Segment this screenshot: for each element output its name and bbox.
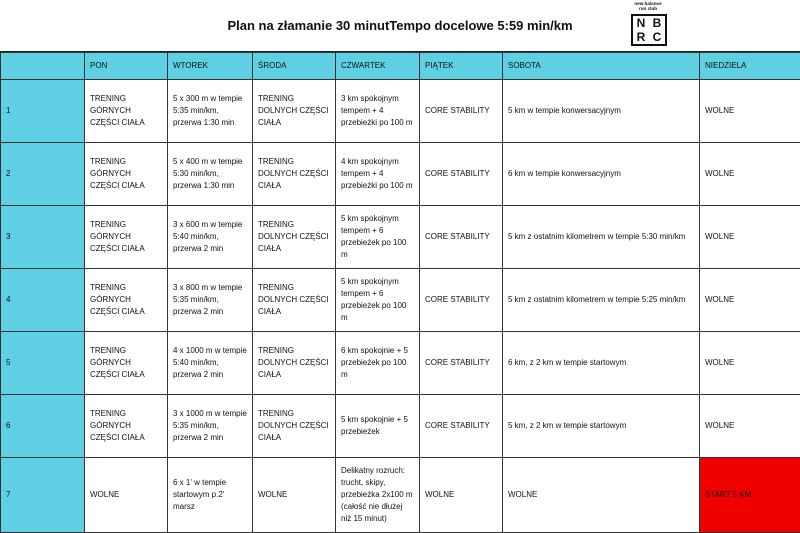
- table-cell: 5 x 400 m w tempie 5:30 min/km, przerwa 1:30 min: [168, 143, 253, 206]
- logo-tagline-bottom: run club: [638, 6, 658, 11]
- week-number: 6: [1, 395, 85, 458]
- header-row: [0, 0, 800, 52]
- table-cell: WOLNE: [700, 206, 800, 269]
- plan-title: Plan na złamanie 30 minutTempo docelowe 5:59 min/km: [227, 18, 573, 33]
- table-cell: TRENING DOLNYCH CZĘŚCI CIAŁA: [253, 332, 336, 395]
- logo-tagline-top: new balance: [634, 1, 662, 6]
- table-cell: 3 km spokojnym tempem + 4 przebieżki po 100 m: [336, 80, 420, 143]
- table-cell: 6 km, z 2 km w tempie startowym: [503, 332, 700, 395]
- table-cell: CORE STABILITY: [420, 80, 503, 143]
- logo-letter: N: [636, 16, 646, 30]
- table-cell: CORE STABILITY: [420, 332, 503, 395]
- table-row: [1, 269, 800, 332]
- week-number: 4: [1, 269, 85, 332]
- table-row: [1, 80, 800, 143]
- table-cell: WOLNE: [700, 269, 800, 332]
- table-cell: 5 km spokojnym tempem + 6 przebieżek po 100 m: [336, 206, 420, 269]
- table-cell: CORE STABILITY: [420, 269, 503, 332]
- table-cell: 5 km spokojnym tempem + 6 przebieżek po 100 m: [336, 269, 420, 332]
- table-cell: TRENING GÓRNYCH CZĘŚCI CIAŁA: [85, 80, 168, 143]
- table-cell: 5 km z ostatnim kilometrem w tempie 5:25 min/km: [503, 269, 700, 332]
- logo-letter: C: [652, 30, 662, 44]
- table-cell: TRENING GÓRNYCH CZĘŚCI CIAŁA: [85, 143, 168, 206]
- logo-letter: B: [652, 16, 662, 30]
- table-cell: WOLNE: [700, 395, 800, 458]
- week-number: 1: [1, 80, 85, 143]
- table-cell: TRENING DOLNYCH CZĘŚCI CIAŁA: [253, 143, 336, 206]
- column-header-sroda: ŚRODA: [253, 53, 336, 80]
- logo-letter-box: [631, 14, 667, 46]
- nbrc-logo: [628, 0, 668, 52]
- table-row: [1, 332, 800, 395]
- table-row: [1, 143, 800, 206]
- table-row: [1, 395, 800, 458]
- training-plan-table: [0, 52, 800, 533]
- week-number: 3: [1, 206, 85, 269]
- table-row: [1, 458, 800, 533]
- table-cell: TRENING GÓRNYCH CZĘŚCI CIAŁA: [85, 269, 168, 332]
- table-cell: TRENING DOLNYCH CZĘŚCI CIAŁA: [253, 206, 336, 269]
- table-cell: TRENING DOLNYCH CZĘŚCI CIAŁA: [253, 80, 336, 143]
- table-cell: Delikatny rozruch: trucht, skipy, przebieżka 2x100 m (całość nie dłużej niż 15 minut): [336, 458, 420, 533]
- table-cell: 5 km z ostatnim kilometrem w tempie 5:30 min/km: [503, 206, 700, 269]
- week-column-header: [1, 53, 85, 80]
- table-cell: WOLNE: [253, 458, 336, 533]
- week-number: 2: [1, 143, 85, 206]
- column-header-pon: PON: [85, 53, 168, 80]
- table-cell: WOLNE: [700, 143, 800, 206]
- table-cell: WOLNE: [420, 458, 503, 533]
- column-header-piatek: PIĄTEK: [420, 53, 503, 80]
- table-cell: 3 x 800 m w tempie 5:35 min/km, przerwa 2 min: [168, 269, 253, 332]
- race-day-cell: START 5 KM: [700, 458, 800, 533]
- logo-tagline: [628, 1, 668, 11]
- table-cell: CORE STABILITY: [420, 395, 503, 458]
- table-cell: WOLNE: [700, 80, 800, 143]
- table-cell: 5 x 300 m w tempie 5:35 min/km, przerwa 1:30 min: [168, 80, 253, 143]
- table-cell: 6 km spokojnie + 5 przebieżek po 100 m: [336, 332, 420, 395]
- table-cell: CORE STABILITY: [420, 206, 503, 269]
- table-cell: 6 km w tempie konwersacyjnym: [503, 143, 700, 206]
- table-cell: CORE STABILITY: [420, 143, 503, 206]
- week-number: 7: [1, 458, 85, 533]
- table-cell: TRENING DOLNYCH CZĘŚCI CIAŁA: [253, 269, 336, 332]
- table-cell: 3 x 1000 m w tempie 5:35 min/km, przerwa 2 min: [168, 395, 253, 458]
- table-cell: TRENING GÓRNYCH CZĘŚCI CIAŁA: [85, 332, 168, 395]
- table-header-row: [1, 53, 800, 80]
- table-row: [1, 206, 800, 269]
- table-cell: 4 x 1000 m w tempie 5:40 min/km, przerwa 2 min: [168, 332, 253, 395]
- column-header-wtorek: WTOREK: [168, 53, 253, 80]
- column-header-niedziela: NIEDZIELA: [700, 53, 800, 80]
- table-cell: TRENING GÓRNYCH CZĘŚCI CIAŁA: [85, 395, 168, 458]
- table-cell: TRENING GÓRNYCH CZĘŚCI CIAŁA: [85, 206, 168, 269]
- table-cell: 4 km spokojnym tempem + 4 przebieżki po 100 m: [336, 143, 420, 206]
- table-cell: WOLNE: [85, 458, 168, 533]
- table-cell: WOLNE: [700, 332, 800, 395]
- column-header-sobota: SOBOTA: [503, 53, 700, 80]
- table-cell: WOLNE: [503, 458, 700, 533]
- table-cell: 6 x 1' w tempie startowym p.2' marsz: [168, 458, 253, 533]
- week-number: 5: [1, 332, 85, 395]
- table-cell: 5 km, z 2 km w tempie startowym: [503, 395, 700, 458]
- table-cell: 3 x 600 m w tempie 5:40 min/km, przerwa 2 min: [168, 206, 253, 269]
- table-cell: TRENING DOLNYCH CZĘŚCI CIAŁA: [253, 395, 336, 458]
- table-cell: 5 km w tempie konwersacyjnym: [503, 80, 700, 143]
- logo-letter: R: [636, 30, 646, 44]
- table-cell: 5 km spokojnie + 5 przebieżek: [336, 395, 420, 458]
- column-header-czwartek: CZWARTEK: [336, 53, 420, 80]
